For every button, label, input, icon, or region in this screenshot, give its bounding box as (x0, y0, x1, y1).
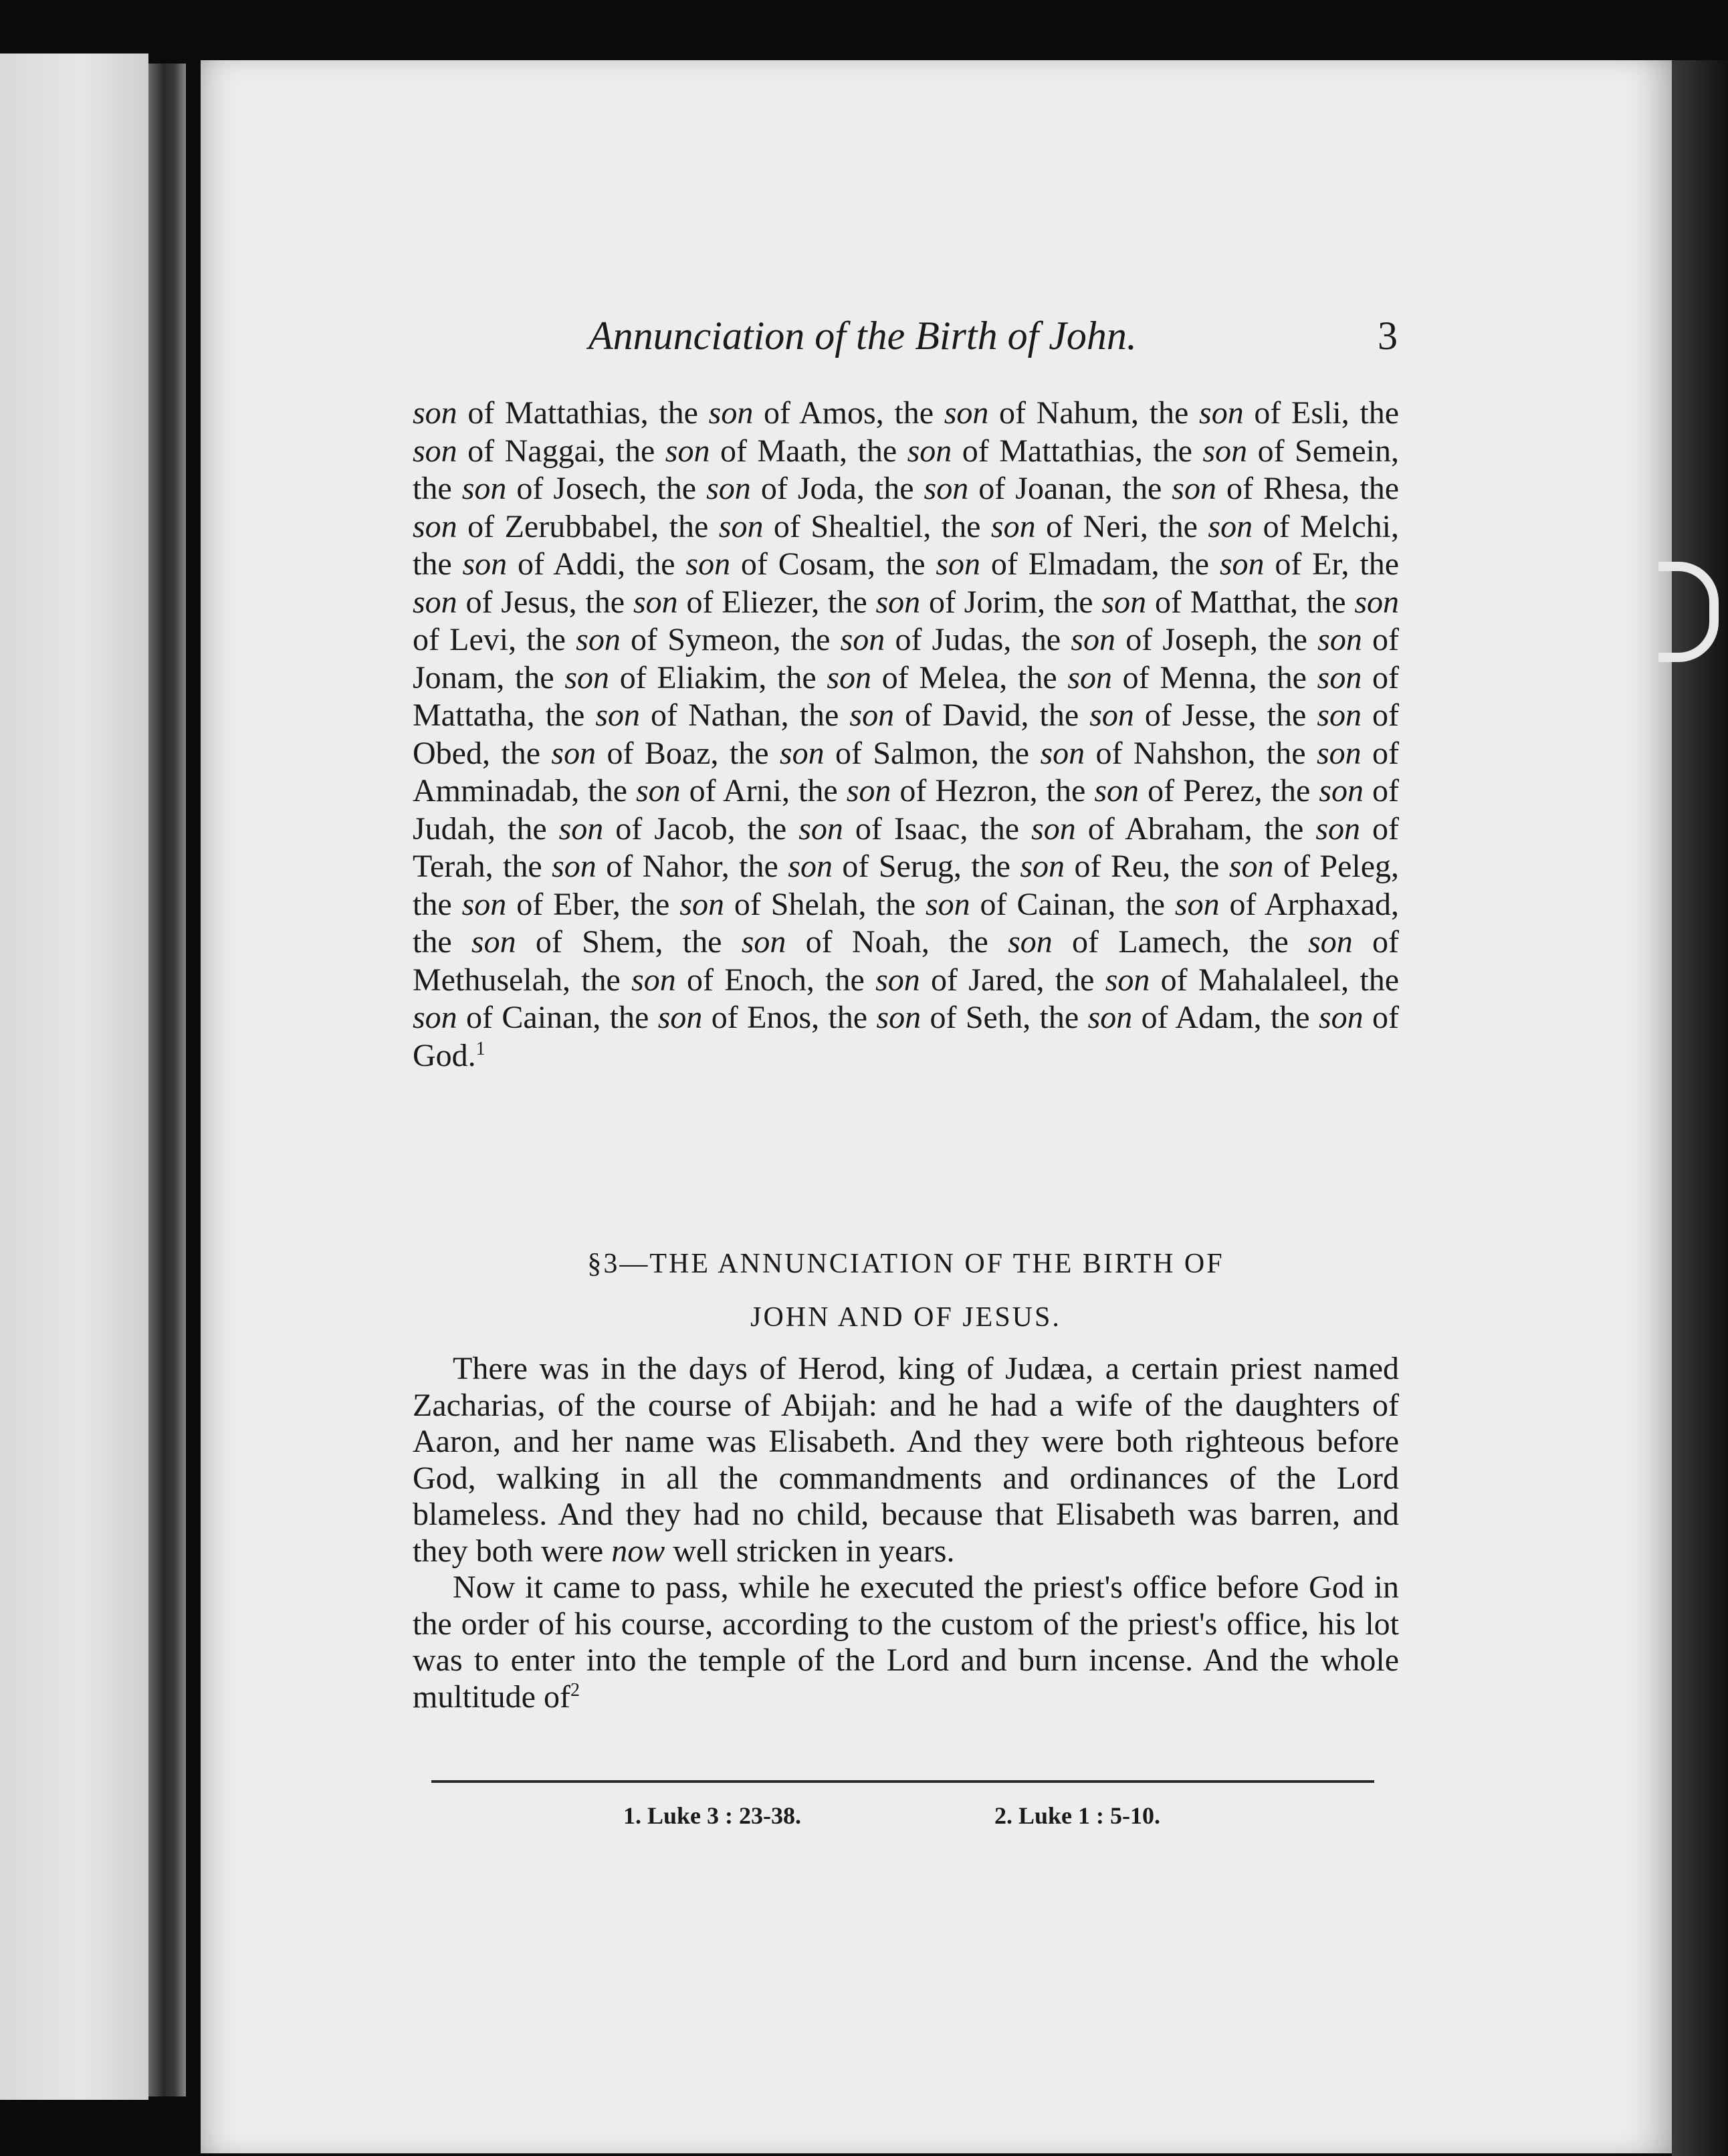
page-number: 3 (1378, 314, 1398, 358)
italic-word: son (1172, 471, 1216, 506)
running-head-title: Annunciation of the Birth of John. (588, 314, 1137, 358)
genealogy-text (413, 395, 1399, 1075)
italic-word: son (1317, 697, 1362, 733)
text-run: of Mattathias, the (457, 395, 709, 431)
narrative-paragraph-1 (413, 1351, 1399, 1570)
italic-word: son (706, 471, 751, 506)
footnote-rule (431, 1780, 1374, 1783)
text-run: of Addi, the (507, 546, 686, 582)
italic-word: son (461, 886, 507, 922)
italic-word: son (1067, 659, 1112, 695)
italic-word: son (679, 886, 724, 922)
text-run: of Jorim, the (920, 584, 1102, 620)
text-run: of Joseph, the (1115, 622, 1318, 657)
text-run: of Serug, the (832, 849, 1020, 884)
italic-word: son (944, 395, 989, 431)
text-run: of Mattathias, the (952, 433, 1203, 469)
text-run: of Enoch, the (675, 962, 876, 998)
text-run: of Joda, the (750, 471, 924, 506)
genealogy-paragraph (413, 395, 1399, 1075)
italic-word: son (1219, 546, 1265, 582)
italic-word: son (1174, 886, 1220, 922)
italic-word: son (635, 773, 681, 808)
text-run: of Symeon, the (620, 622, 841, 657)
text-run: of Eber, the (506, 886, 680, 922)
italic-word: son (1354, 584, 1400, 620)
text-run: of Nathan, the (640, 697, 850, 733)
italic-word: son (1094, 773, 1140, 808)
italic-word: son (551, 735, 597, 771)
section-heading-line-1: §3—THE ANNUNCIATION OF THE BIRTH OF (587, 1249, 1224, 1279)
text-run: of Isaac, the (843, 811, 1032, 847)
text-run: of Mattatha, the (413, 659, 1399, 733)
italic-word: son (1089, 697, 1134, 733)
italic-word: son (576, 622, 621, 657)
text-run: of Obed, the (413, 697, 1400, 771)
running-head (401, 309, 1398, 362)
text-run: of Noah, the (786, 924, 1008, 960)
text-run: of Jacob, the (603, 811, 799, 847)
text-run: of Nahor, the (596, 849, 788, 884)
text-run: of Seth, the (921, 1000, 1088, 1035)
text-run: of Shealtiel, the (763, 508, 991, 544)
text-run: of Hezron, the (891, 773, 1095, 808)
italic-word: son (718, 508, 764, 544)
text-run: of Rhesa, the (1216, 471, 1400, 506)
text-run: of Zerubbabel, the (457, 508, 719, 544)
text-run: of Jesse, the (1133, 697, 1317, 733)
italic-word: son (1317, 659, 1362, 695)
italic-word: son (1101, 584, 1147, 620)
text-run: of Cosam, the (730, 546, 936, 582)
italic-word: son (1202, 433, 1248, 469)
italic-word: son (840, 622, 885, 657)
text-run: of Nahshon, the (1085, 735, 1317, 771)
text-run: of Cainan, the (970, 886, 1175, 922)
text-run: Now it came to pass, while he executed the priest's office before God in the order of his course, according to the custom of the priest's office, his lot was to enter into the temple of the Lord and burn incense. And the whole multitude of (413, 1570, 1399, 1715)
text-run: of Shem, the (516, 924, 742, 960)
italic-word: son (708, 395, 754, 431)
footnote-2: 2. Luke 1 : 5-10. (994, 1802, 1161, 1829)
italic-word: son (876, 1000, 922, 1035)
text-run: of Eliakim, the (609, 659, 827, 695)
text-run: of Jesus, the (457, 584, 633, 620)
text-run: of Josech, the (506, 471, 707, 506)
facing-page-edge (0, 53, 148, 2100)
italic-word: son (564, 659, 610, 695)
italic-word: son (1318, 1000, 1364, 1035)
text-run: of Reu, the (1065, 849, 1229, 884)
italic-word: son (924, 471, 969, 506)
italic-word: son (875, 962, 920, 998)
text-run: of Salmon, the (824, 735, 1041, 771)
text-run: of Matthat, the (1146, 584, 1355, 620)
italic-word: son (907, 433, 952, 469)
text-run: of Shelah, the (724, 886, 926, 922)
italic-word: son (936, 546, 981, 582)
text-run: of Amminadab, the (413, 735, 1400, 808)
italic-word: son (631, 962, 676, 998)
text-run: of Mahalaleel, the (1150, 962, 1399, 998)
text-run: of Joanan, the (968, 471, 1172, 506)
text-run: of Amos, the (753, 395, 944, 431)
text-run: of Lamech, the (1052, 924, 1309, 960)
text-run: of God. (413, 1000, 1399, 1073)
text-run: of Er, the (1264, 546, 1400, 582)
italic-word: son (779, 735, 825, 771)
italic-word: son (413, 1000, 457, 1035)
text-run: of Semein, the (413, 433, 1400, 506)
italic-word: son (1087, 1000, 1133, 1035)
italic-word: son (741, 924, 786, 960)
italic-word: son (1008, 924, 1053, 960)
italic-word: son (1020, 849, 1065, 884)
text-run: of Naggai, the (457, 433, 665, 469)
text-run: well stricken in years. (665, 1533, 955, 1569)
text-run: of Judah, the (413, 773, 1400, 847)
italic-word: son (1317, 622, 1362, 657)
italic-word: son (595, 697, 641, 733)
text-run: of Arni, the (680, 773, 847, 808)
page-clip-mark (1658, 562, 1719, 662)
italic-word: son (788, 849, 833, 884)
italic-word: son (990, 508, 1036, 544)
text-run: of Jonam, the (413, 622, 1400, 695)
italic-word: son (1199, 395, 1244, 431)
text-run: of Methuselah, the (413, 924, 1400, 998)
text-run: of Terah, the (413, 811, 1400, 884)
italic-word: son (1105, 962, 1150, 998)
footnote-marker: 1 (475, 1038, 485, 1059)
text-run: of Elmadam, the (980, 546, 1220, 582)
text-run: of Melchi, the (413, 508, 1399, 582)
narrative-paragraph-2 (413, 1570, 1399, 1715)
book-spine-shadow (148, 64, 186, 2096)
text-run: of Eliezer, the (677, 584, 876, 620)
italic-word: son (461, 471, 507, 506)
text-run: of Perez, the (1139, 773, 1319, 808)
text-run: of Cainan, the (457, 1000, 658, 1035)
text-run: of Abraham, the (1075, 811, 1316, 847)
italic-word: son (552, 849, 597, 884)
italic-word: son (1319, 773, 1364, 808)
italic-word: son (798, 811, 843, 847)
text-run: of Neri, the (1035, 508, 1208, 544)
italic-word: son (1071, 622, 1116, 657)
italic-word: son (413, 508, 457, 544)
italic-word: son (558, 811, 604, 847)
text-run: of Peleg, the (413, 849, 1400, 922)
text-run: of Enos, the (702, 1000, 877, 1035)
text-run: of Arphaxad, the (413, 886, 1400, 960)
text-run: of Levi, the (413, 622, 576, 657)
text-run: of Melea, the (871, 659, 1068, 695)
italic-word: son (827, 659, 872, 695)
italic-word: son (462, 546, 508, 582)
text-run: of David, the (894, 697, 1090, 733)
italic-word: son (685, 546, 731, 582)
italic-word: son (1031, 811, 1076, 847)
italic-word: son (1308, 924, 1353, 960)
italic-word: son (1228, 849, 1274, 884)
text-run: of Maath, the (710, 433, 907, 469)
italic-word: son (875, 584, 921, 620)
italic-word: son (1315, 811, 1361, 847)
text-run: of Adam, the (1132, 1000, 1319, 1035)
footnote-1: 1. Luke 3 : 23-38. (623, 1802, 802, 1829)
italic-word: son (846, 773, 891, 808)
section-heading (413, 1237, 1399, 1344)
text-run: of Menna, the (1112, 659, 1317, 695)
italic-word: son (413, 433, 457, 469)
italic-word: son (1208, 508, 1253, 544)
italic-word: son (413, 584, 457, 620)
narrative-text (413, 1351, 1399, 1715)
section-heading-line-2: JOHN AND OF JESUS. (750, 1302, 1061, 1333)
text-run: of Boaz, the (596, 735, 780, 771)
text-run: of Esli, the (1243, 395, 1400, 431)
italic-word: son (413, 395, 457, 431)
italic-word: son (849, 697, 895, 733)
italic-word: son (665, 433, 710, 469)
italic-word: son (1040, 735, 1085, 771)
italic-word: son (633, 584, 678, 620)
text-run: of Nahum, the (988, 395, 1200, 431)
text-run: of Judas, the (885, 622, 1071, 657)
italic-word: son (657, 1000, 703, 1035)
right-scan-border (1672, 60, 1728, 2156)
italic-word: now (611, 1533, 665, 1569)
italic-word: son (1316, 735, 1362, 771)
italic-word: son (471, 924, 516, 960)
footnotes (413, 1796, 1399, 1836)
text-run: of Jared, the (920, 962, 1105, 998)
footnote-marker: 2 (570, 1679, 580, 1701)
text-run: There was in the days of Herod, king of Judæa, a certain priest named Zacharias, of the course of Abijah: and he had a wife of the daughters of Aaron, and her name was Elisabeth. And they were both righteous before God, walking in all the commandments and ordinances of the Lord blameless. And they had no child, because that Elisabeth was barren, and they both were (413, 1351, 1399, 1569)
book-page (201, 60, 1672, 2153)
italic-word: son (925, 886, 970, 922)
